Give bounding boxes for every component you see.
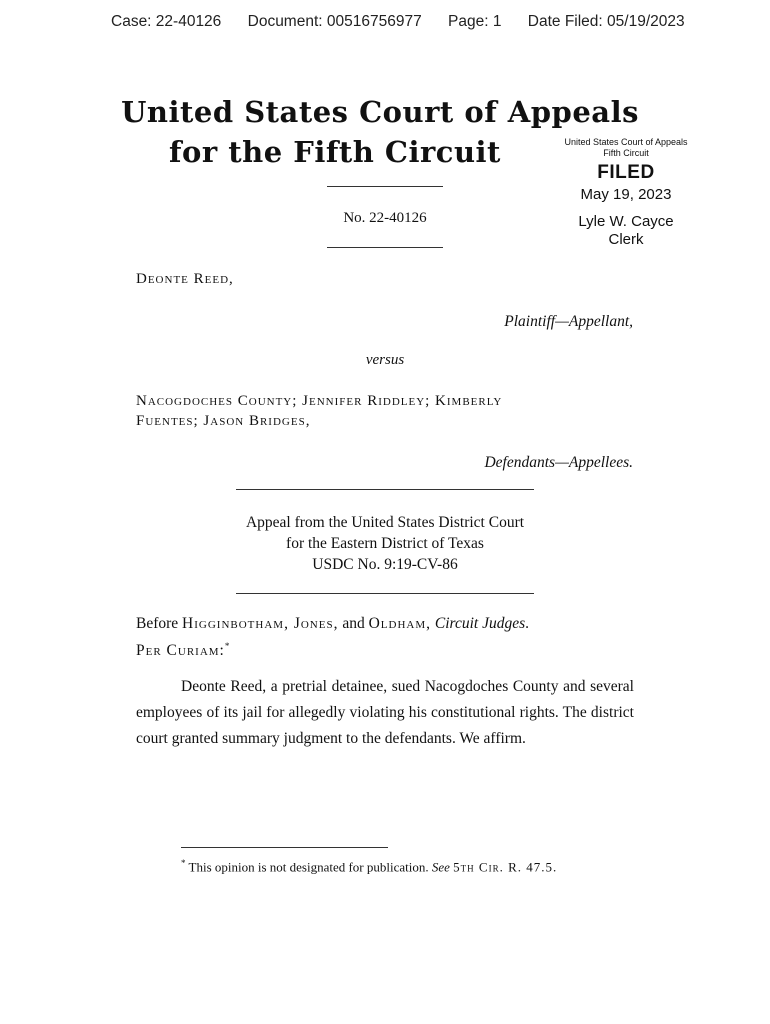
filing-header: [111, 13, 707, 31]
appeal-info: [0, 512, 770, 575]
footnote-see: See: [431, 859, 450, 875]
court-title-line2: for the Fifth Circuit: [169, 135, 501, 169]
defendants-line2: Fuentes; Jason Bridges,: [136, 413, 311, 429]
filed-status: FILED: [597, 162, 655, 183]
footnote-divider: [181, 847, 388, 848]
docket-number: No. 22-40126: [343, 210, 427, 226]
footnote-text: This opinion is not designated for publication.: [188, 859, 429, 875]
appeal-line3: USDC No. 9:19-CV-86: [312, 556, 458, 573]
filed-date: May 19, 2023: [580, 186, 672, 203]
filed-court: United States Court of Appeals: [564, 137, 688, 147]
plaintiff-role: Plaintiff—Appellant,: [504, 313, 633, 330]
defendants-line1: Nacogdoches County; Jennifer Riddley; Kimberly: [136, 393, 503, 409]
court-title-line1: United States Court of Appeals: [121, 95, 639, 129]
panel-period: .: [525, 615, 530, 632]
panel-line: [136, 615, 529, 633]
footnote-mark: *: [181, 858, 186, 868]
per-curiam: [136, 641, 230, 660]
filed-clerk-name: Lyle W. Cayce: [578, 213, 674, 230]
panel-judges: Higginbotham, Jones,: [182, 615, 339, 632]
divider: [327, 186, 443, 187]
versus-label: versus: [365, 352, 405, 368]
filed-clerk-title: Clerk: [608, 231, 644, 248]
opinion-paragraph: Deonte Reed, a pretrial detainee, sued Nacogdoches County and several employees of its jail for allegedly violating his constitutional rights. The district court granted summary judgment to the defendants. We affirm.: [136, 678, 634, 747]
per-curiam-label: Per Curiam:: [136, 642, 225, 660]
panel-and: and: [342, 615, 365, 632]
appeal-line2: for the Eastern District of Texas: [286, 535, 484, 552]
defendants-role: Defendants—Appellees.: [484, 454, 633, 471]
divider: [327, 247, 443, 248]
filed-circuit: Fifth Circuit: [603, 148, 649, 158]
date-filed: Date Filed: 05/19/2023: [527, 13, 685, 30]
footnote-cite: 5th Cir. R. 47.5.: [453, 859, 558, 875]
footnote-marker: *: [224, 641, 231, 651]
page-number: Page: 1: [448, 13, 502, 30]
divider: [236, 489, 534, 490]
footnote: [181, 858, 557, 875]
plaintiff-name: Deonte Reed,: [136, 271, 234, 287]
filed-stamp: [556, 137, 696, 249]
divider: [236, 593, 534, 594]
appeal-line1: Appeal from the United States District Court: [245, 514, 525, 531]
case-number: Case: 22-40126: [111, 13, 222, 30]
before-label: Before: [136, 615, 179, 632]
panel-last-judge: Oldham,: [368, 615, 431, 632]
panel-title: Circuit Judges: [434, 615, 526, 632]
document-number: Document: 00516756977: [247, 13, 422, 30]
